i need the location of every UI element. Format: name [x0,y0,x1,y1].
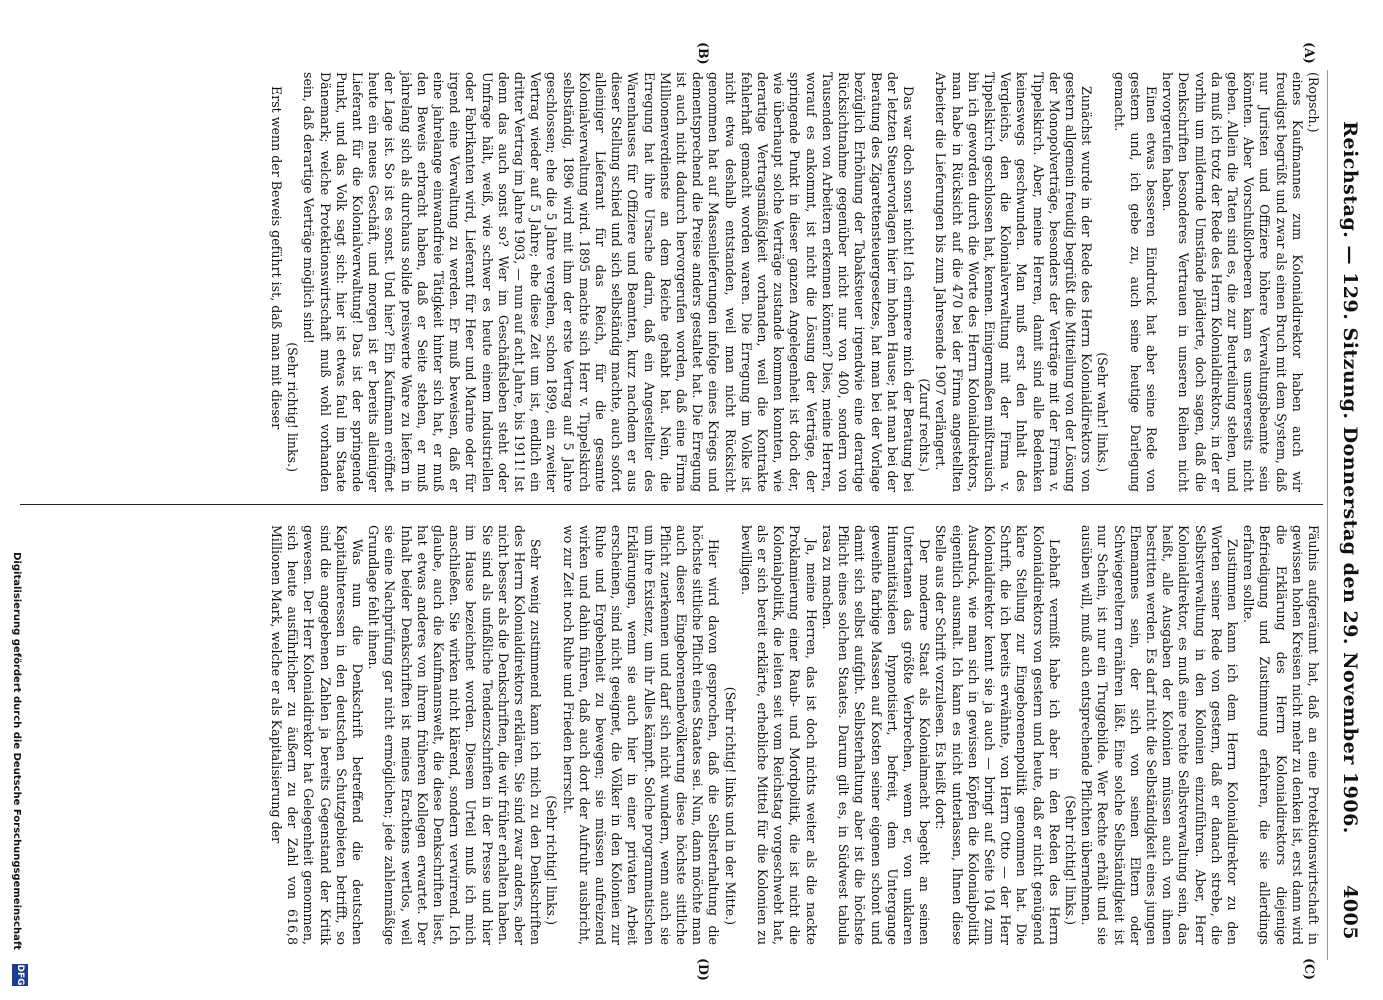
header-rule [1327,70,1328,960]
paragraph: (Sehr richtig! links.) [285,342,301,472]
margin-label-b: (B) [696,42,711,65]
paragraph: Ja, meine Herren, das ist doch nichts weiter als die nackte Proklamierung einer Raub- und Mordpolitik, die ist nicht die Kolonialpolitik, die leiten seit vom Reichstag vorgeschwebt hat, als er sich bereit erklärte, erhebliche Mittel für die Kolonien zu bewilligen. [738,525,819,945]
margin-label-c: (C) [1302,958,1317,980]
paragraph: Hier wird davon gesprochen, daß die Selbsterhaltung die höchste sittliche Pflicht eines Staates sei. Nun, dann möchte man auch dieser Eingeborenenbevölkerung diese höchste sittliche Pflicht zuerkennen und darf sich nicht wundern, wenn auch sie um ihre Existenz, um ihr Alles kämpft. Solche programmatischen Erklärungen, wenn sie auch hier in einer privaten Arbeit erscheinen, sind nicht geeignet, die Völker in den Kolonien zur Ruhe und Ergebenheit zu bewegen; sie müssen aufreizend wirken und dahin führen, daß auch dort der Aufruhr ausbricht, wo zur Zeit noch Ruhe und Frieden herrscht. [560,525,722,945]
paragraph: Lebhaft vermißt habe ich aber in den Reden des Herrn Kolonialdirektors von gestern und heute, daß er nicht genügend klare Stellung zur Eingeborenenpolitik genommen hat. Die Schrift, die ich bereits erwähnte, von Herrn Otto — der Herr Kolonialdirektor kennt sie ja auch — bringt auf Seite 104 zum Ausdruck, wie man sich in gewissen Köpfen die Kolonialpolitik eigentlich ausmalt. Ich kann es nicht unterlassen, Ihnen diese Stelle aus der Schrift vorzulesen. Es heißt dort: [933,525,1062,945]
paragraph: (Zuruf rechts.) [917,378,933,472]
paragraph: Fäulnis aufgeräumt hat, daß an eine Protektionswirtschaft in gewissen hohen Kreisen nicht mehr zu denken ist, erst dann wird die Erklärung des Herrn Kolonialdirektors diejenige Befriedigung und Zustimmung erfahren, die sie allerdings erfahren sollte. [1241,525,1321,945]
left-column [268,72,1321,492]
paragraph: Zustimmen kann ich dem Herrn Kolonialdirektor zu den Worten seiner Rede von gestern, daß er danach strebe, die Selbstverwaltung in den Kolonien einzuführen. Aber, Herr Kolonialdirektor, es muß eine rechte Selbstverwaltung sein, das heißt, alle Ausgaben der Kolonien müssen auch von ihnen bestritten werden. Es darf nicht die Selbständigkeit eines jungen Ehemannes sein, der sich von seinen Eltern oder Schwiegereltern ernähren läßt. Eine solche Selbständigkeit ist nur Schein, ist nur ein Truggebilde. Wer Rechte erhält und sie ausüben will, muß auch entsprechende Pflichten übernehmen. [1079,525,1240,945]
paragraph: (Ropsch.) [1306,72,1321,133]
paragraph: eines Kaufmannes zum Kolonialdirektor haben auch wir freudigst begrüßt und zwar als einen Bruch mit dem System, daß nur Juristen und Offiziere höhere Verwaltungsbeamte sein könnten. Aber Vorschußlorbeeren kann es unsererseits nicht geben. Allein die Taten sind es, die zur Beurteilung stehen, und da muß ich trotz der Rede des Herrn Kolonialdirektors, in der er vorhin um mildernde Umstände plädierte, doch sagen, daß die Denkschriften besonderes Vertrauen in unseren Reihen nicht hervorgerufen haben. [1160,72,1305,492]
column-divider [20,504,1323,505]
right-column [268,525,1321,945]
paragraph: Das war doch sonst nicht! Ich erinnere mich der Beratung bei der letzten Steuervorlagen hier im hohen Hause; hat man bei der Beratung des Zigarettensteuergesetzes, hat man bei der Vorlage bezüglich Erhöhung der Tabaksteuer irgendwie eine derartige Rücksichtnahme gegenüber nicht nur von 400, sondern von Tausenden von Arbeitern erkennen können? Dies, meine Herren, worauf es ankommt, ist nicht die Lösung der Verträge, der springende Punkt in dieser ganzen Angelegenheit ist doch der, wie überhaupt solche Verträge zustande kommen konnten, wie derartige Vertragsmäßigkeit vorhanden, weil die Kontrakte fehlerhaft gemacht worden waren. Die Erregung im Volke ist nicht etwa deshalb entstanden, weil man nicht Rücksicht genommen hat auf Massenlieferungen infolge eines Kriegs und dementsprechend die Preise anders gestaltet hat. Die Erregung ist auch nicht dadurch hervorgerufen worden, daß eine Firma Millionenverdienste an dem Reiche gehabt hat. Nein, die Erregung hat ihre Ursache darin, daß ein Angestellter des Warenhauses für Offiziere und Beamten, kurz nachdem er aus dieser Stellung schied und sich selbständig machte, auch sofort alleiniger Lieferant für das Reich, für die gesamte Kolonialverwaltung wird. 1895 machte sich Herr v. Tippelskirch selbständig, 1896 wird mit ihm der erste Vertrag auf 5 Jahre geschlossen; ehe die 5 Jahre vergehen, schon 1899, ein zweiter Vertrag wieder auf 5 Jahre; ehe diese Zeit um ist, endlich ein dritter Vertrag im Jahre 1903, — nun auf acht Jahre, bis 1911! Ist denn das auch sonst so? Wer im Geschäftsleben steht oder Umfrage hält, weiß, wie schwer es heute einem Industriellen oder Fabrikanten wird, Lieferant für Heer und Marine oder für irgend eine Verwaltung zu werden. Er muß beweisen, daß er eine jahrelange einwandfreie Tätigkeit hinter sich hat, er muß den Beweis erbracht haben, daß er Seite stehen, er muß jahrelang sich als durchaus solide preiswerte Ware zu liefern in der Lage ist. So ist es sonst. Und hier? Ein Kaufmann eröffnet heute ein neues Geschäft, und morgen ist er bereits alleiniger Lieferant für die Kolonialverwaltung! Das ist der springende Punkt, und das Volk sagt sich: hier ist etwas faul im Staate Dänemark; welche Protektionswirtschaft muß wohl vorhanden sein, daß derartige Verträge möglich sind! [301,72,916,492]
page-title: Reichstag. — 129. Sitzung. Donnerstag den 29. November 1906. [1339,121,1361,834]
paragraph: Der moderne Staat als Kolonialmacht begeht an seinen Untertanen das größte Verbrechen, wenn er, von unklaren Humanitätsideen hypnotisiert, befreit, dem Untergange geweihte farbige Massen auf Kosten seiner eigenen schont und damit sich selbst aufgibt. Selbsterhaltung aber ist die höchste Pflicht eines solchen Staates. Darum gilt es, in Südwest tabula rasa zu machen. [819,525,933,945]
page-number: 4005 [1339,885,1361,940]
margin-label-a: (A) [1302,42,1317,64]
paragraph: Was nun die Denkschrift betreffend die deutschen Kapitalinteressen in den deutschen Schutzgebieten betrifft, so sind die angegebenen Zahlen ja bereits Gegenstand der Kritik gewesen. Der Herr Kolonialdirektor hat Gelegenheit genommen, sich heute ausführlicher zu äußern zu der Zahl von 616,8 Millionen Mark, welche er als Kapitalisierung der [269,525,366,945]
dfg-logo: DFG [12,964,28,986]
paragraph: (Sehr richtig! links.) [544,795,560,925]
paragraph: (Sehr richtig! links.) [1062,795,1078,925]
page-header [1335,70,1365,940]
paragraph: (Sehr richtig! links und in der Mitte.) [722,686,738,925]
paragraph: Zunächst wurde in der Rede des Herrn Kolonialdirektors von gestern allgemein freudig begrüßt die Mitteilung von der Lösung der Monopolverträge, besonders der Verträge mit der Firma v. Tippelskirch. Aber, meine Herren, damit sind alle Bedenken keineswegs geschwunden. Man muß erst den Inhalt des Vergleichs, den die Kolonialverwaltung mit der Firma v. Tippelskirch geschlossen hat, kennen. Einigermaßen mißtrauisch bin ich geworden durch die Worte des Herrn Kolonialdirektors, man habe in Rücksicht auf die 470 bei der Firma angestellten Arbeiter die Lieferungen bis zum Jahresende 1907 verlängert. [933,72,1095,492]
paragraph: Sehr wenig zustimmend kann ich mich zu den Denkschriften des Herrn Kolonialdirektors erklären. Sie sind zwar anders, aber nicht besser als die Denkschriften, die wir früher erhalten haben. Sie sind als unfaßliche Tendenzschriften in der Presse und hier im Hause bezeichnet worden. Diesem Urteil muß ich mich anschließen. Sie wirken nicht klärend, sondern verwirrend. Ich glaube, auch die Kaufmannswelt, die diese Denkschriften liest, hat etwas anderes von ihrem früheren Kollegen erwartet. Der Inhalt beider Denkschriften ist meines Erachtens wertlos, weil sie eine Nachprüfung gar nicht ermöglichen; jede zahlenmäßige Grundlage fehlt ihnen. [366,525,544,945]
margin-label-d: (D) [696,958,711,981]
digitization-credit: Digitalisierung gefördert durch die Deutsche Forschungsgemeinschaft [11,552,22,950]
paragraph: Erst wenn der Beweis geführt ist, daß man mit dieser [269,86,284,430]
paragraph: (Sehr wahr! links.) [1095,352,1111,472]
paragraph: Einen etwas besseren Eindruck hat aber seine Rede von gestern und, ich gebe zu, auch seine heutige Darlegung gemacht. [1111,72,1159,492]
